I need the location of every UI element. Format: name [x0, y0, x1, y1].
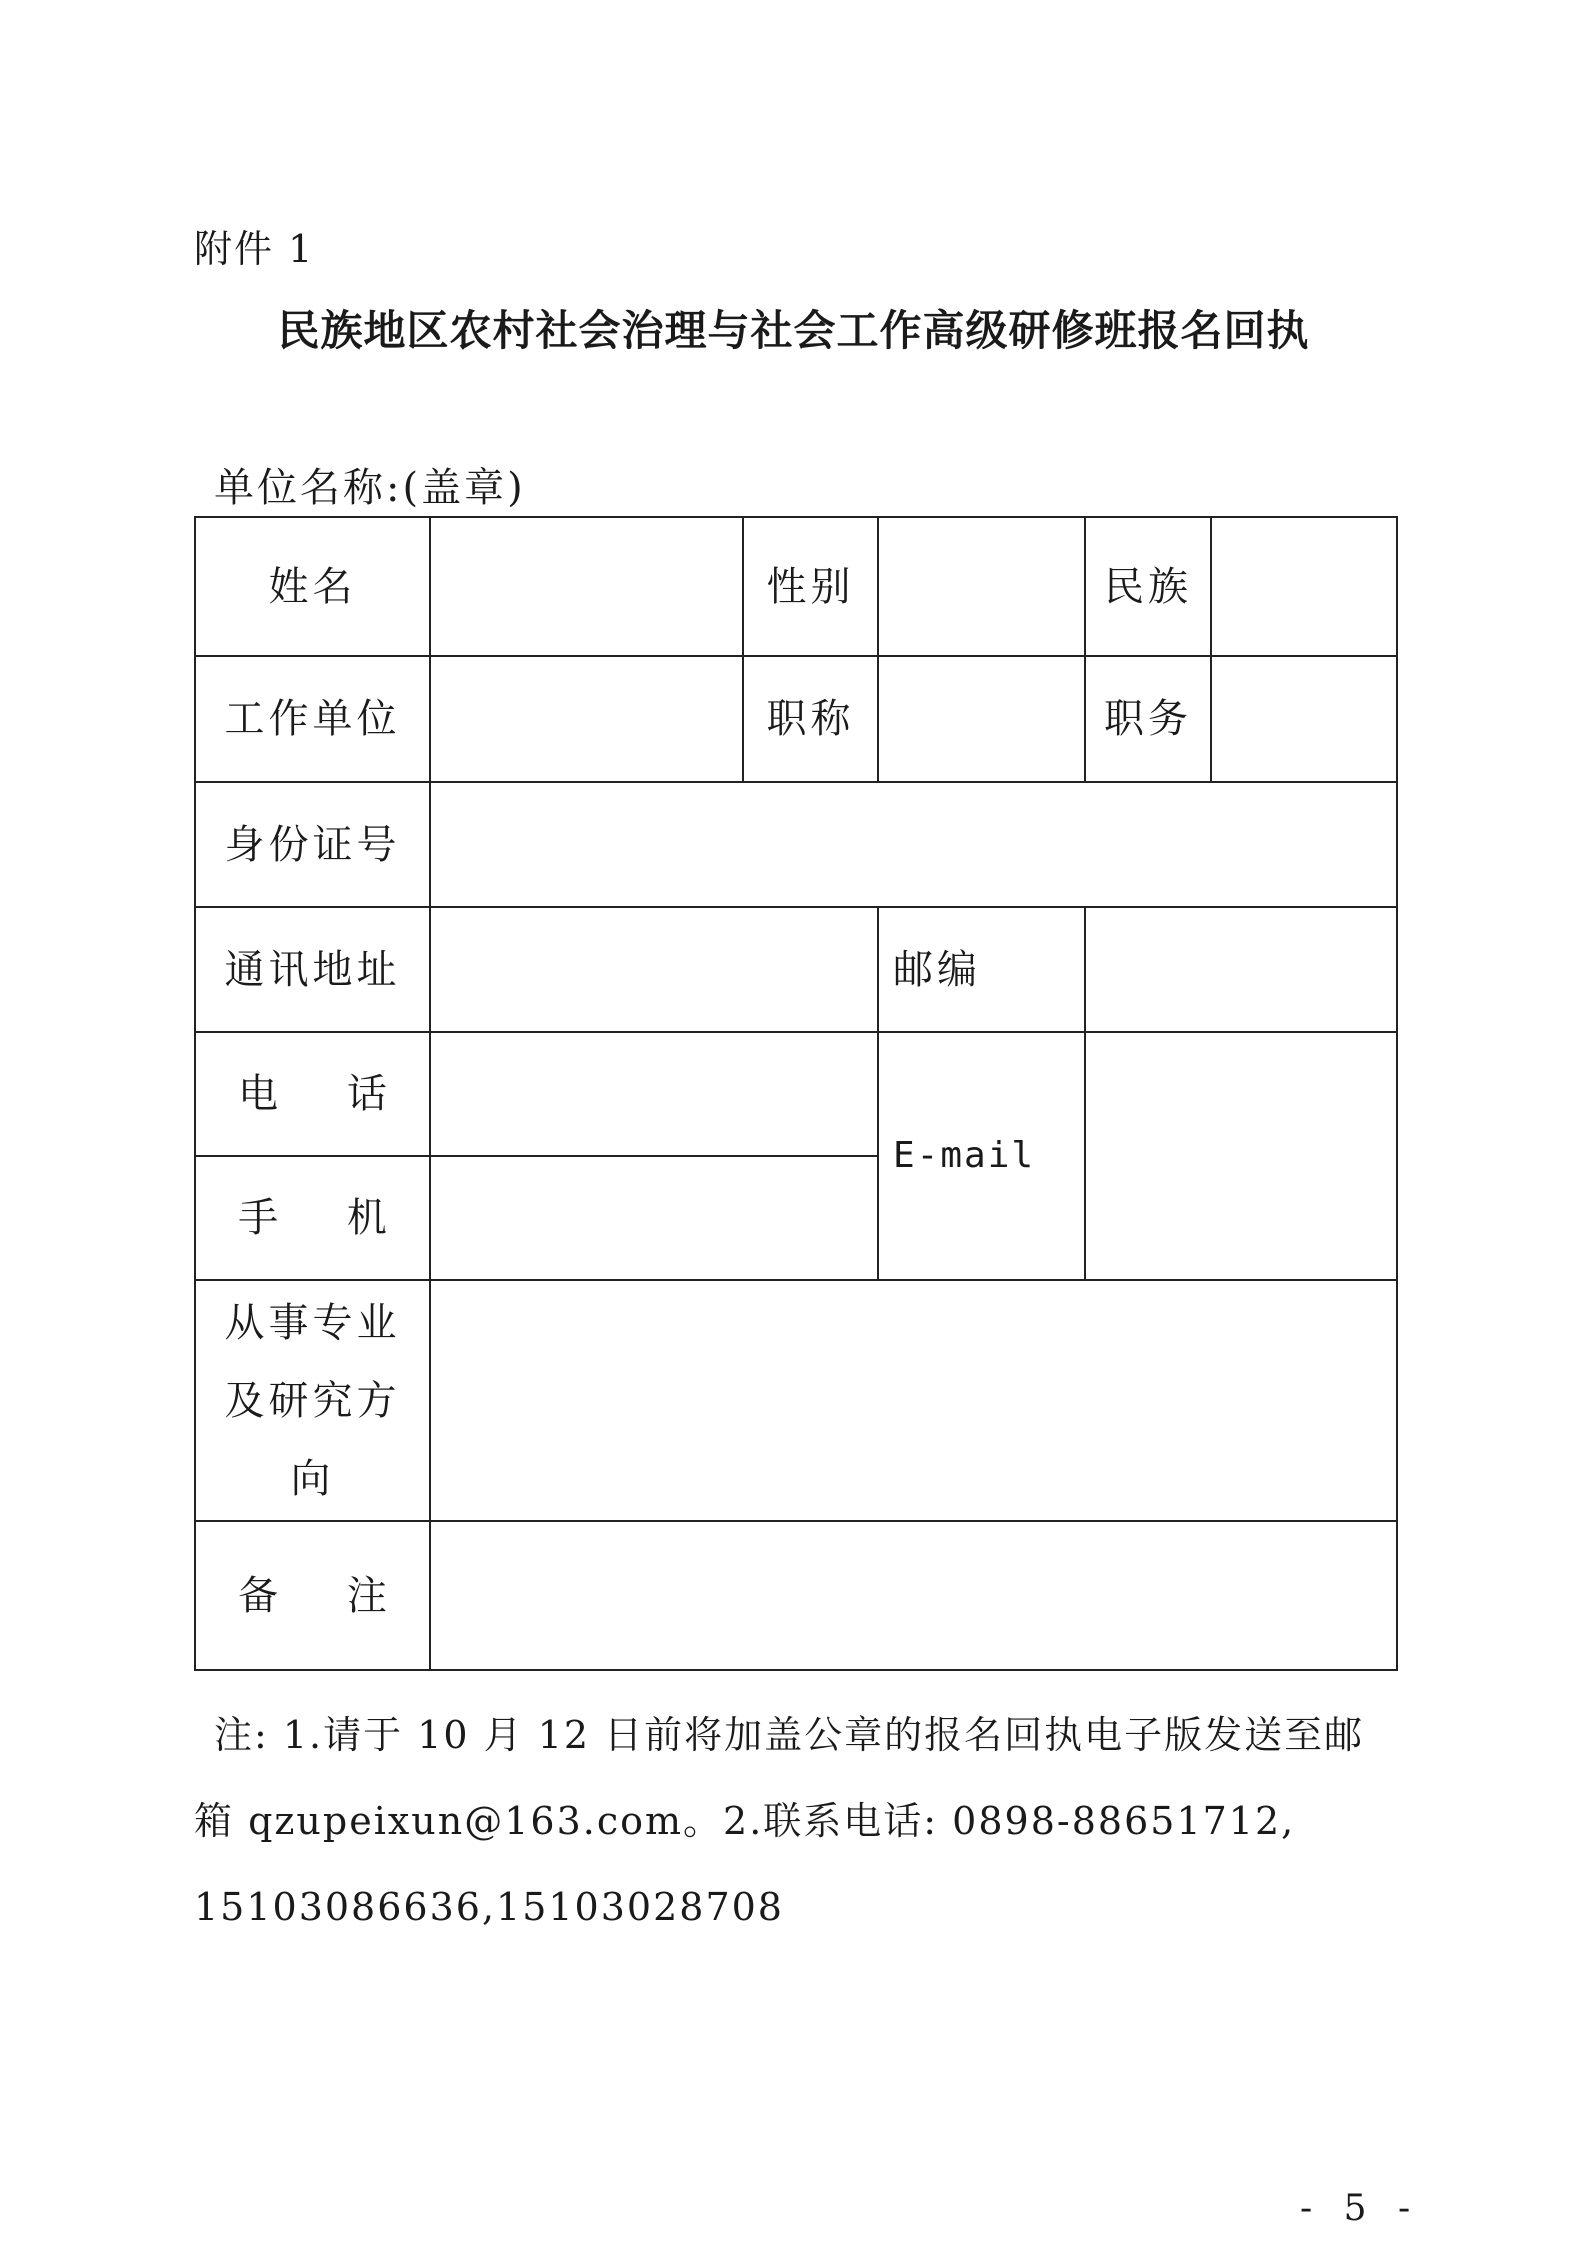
address-field[interactable]: [431, 908, 877, 1031]
attachment-label: 附件 1: [194, 227, 315, 271]
position-field[interactable]: [1212, 657, 1396, 781]
position-label: 职务: [1104, 696, 1192, 742]
note-line-1: 注: 1.请于 10 月 12 日前将加盖公章的报名回执电子版发送至邮: [214, 1713, 1365, 1757]
mobile-label: 手 机: [238, 1195, 415, 1241]
remarks-field[interactable]: [431, 1522, 1396, 1669]
specialty-label-line2: 及研究方: [224, 1377, 401, 1424]
gender-label: 性别: [766, 563, 855, 610]
page-number: - 5 -: [1300, 2188, 1421, 2229]
phone-label: 电 话: [238, 1071, 415, 1117]
remarks-label: 备 注: [238, 1572, 415, 1619]
ethnicity-field[interactable]: [1212, 518, 1396, 655]
note-line-2: 箱 qzupeixun@163.com。2.联系电话: 0898-88651712,: [194, 1799, 1296, 1843]
job-title-label: 职称: [766, 696, 855, 742]
ethnicity-label: 民族: [1104, 563, 1192, 610]
name-label: 姓名: [268, 563, 357, 610]
specialty-label: [196, 1281, 429, 1520]
postcode-label: 邮编: [893, 946, 981, 993]
email-label: E-mail: [893, 1135, 1036, 1176]
postcode-field[interactable]: [1086, 908, 1396, 1031]
footer-note: [194, 1692, 1404, 1950]
registration-form-table: [194, 516, 1398, 1671]
workplace-field[interactable]: [431, 657, 742, 781]
specialty-label-line1: 从事专业: [224, 1299, 401, 1346]
specialty-field[interactable]: [431, 1281, 1396, 1520]
id-number-label: 身份证号: [224, 821, 401, 868]
name-field[interactable]: [431, 518, 742, 655]
specialty-label-line3: 向: [290, 1455, 335, 1502]
id-number-field[interactable]: [431, 783, 1396, 906]
gender-field[interactable]: [879, 518, 1084, 655]
workplace-label: 工作单位: [224, 696, 401, 742]
phone-field[interactable]: [431, 1033, 877, 1155]
document-title: 民族地区农村社会治理与社会工作高级研修班报名回执: [277, 306, 1310, 355]
address-label: 通讯地址: [224, 946, 401, 993]
unit-name-label: 单位名称:(盖章): [214, 465, 526, 511]
note-line-3: 15103086636,15103028708: [194, 1885, 784, 1929]
email-field[interactable]: [1086, 1033, 1396, 1279]
mobile-field[interactable]: [431, 1157, 877, 1279]
job-title-field[interactable]: [879, 657, 1084, 781]
